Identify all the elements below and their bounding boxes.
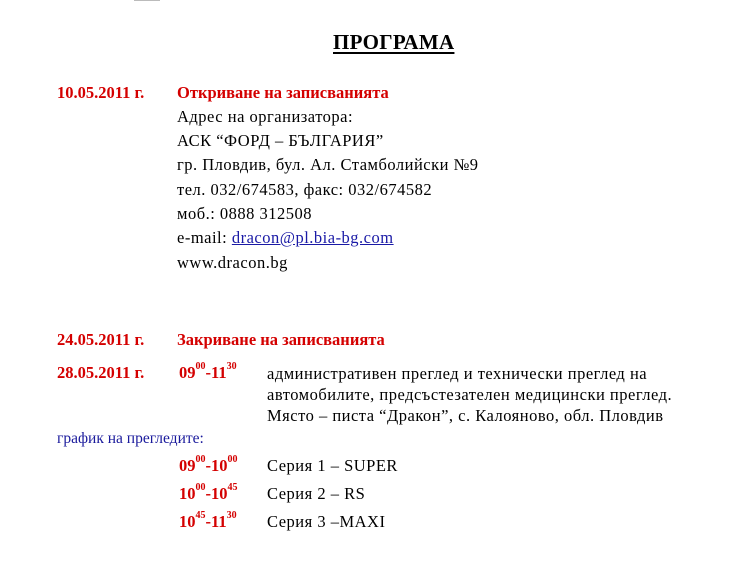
schedule-row-2-series: Серия 2 – RS xyxy=(267,484,366,503)
organizer-mobile: моб.: 0888 312508 xyxy=(177,204,313,223)
row2-end: 10 xyxy=(211,484,228,503)
entry3-date: 28.05.2011 г. xyxy=(57,363,145,382)
row2-start: 10 xyxy=(179,484,196,503)
schedule-row-3-series: Серия 3 –MAXI xyxy=(267,512,386,531)
row1-start-sup: 00 xyxy=(195,453,206,465)
time-end-sup: 30 xyxy=(226,360,237,372)
email-link[interactable]: dracon@pl.bia-bg.com xyxy=(231,228,394,247)
row2-end-sup: 45 xyxy=(227,481,238,493)
row1-end: 10 xyxy=(211,456,228,475)
row1-start: 09 xyxy=(179,456,196,475)
organizer-address: гр. Пловдив, бул. Ал. Стамболийски №9 xyxy=(177,155,479,174)
top-edge-mark xyxy=(134,0,160,1)
organizer-phones: тел. 032/674583, факс: 032/674582 xyxy=(177,180,433,199)
time-start: 09 xyxy=(179,363,196,382)
row1-end-sup: 00 xyxy=(227,453,238,465)
entry3-line-2: автомобилите, предсъстезателен медицински преглед. xyxy=(267,385,673,404)
entry3-line-1: административен преглед и технически преглед на xyxy=(267,364,648,383)
page-title: ПРОГРАМА xyxy=(333,30,455,54)
schedule-label: график на прегледите: xyxy=(57,430,204,447)
entry3-time: $09^{00}-11^{30}$ xyxy=(179,360,237,382)
organizer-name: АСК “ФОРД – БЪЛГАРИЯ” xyxy=(177,131,384,150)
entry2-heading: Закриване на записванията xyxy=(177,330,385,349)
time-end: 11 xyxy=(211,363,227,382)
time-start-sup: 00 xyxy=(195,360,206,372)
row3-end-sup: 30 xyxy=(226,509,237,521)
row3-start: 10 xyxy=(179,512,196,531)
schedule-row-2-time: $10^{00}-10^{45}$ xyxy=(179,481,238,503)
schedule-row-1-time: $09^{00}-10^{00}$ xyxy=(179,453,238,475)
organizer-label: Адрес на организатора: xyxy=(177,107,354,126)
schedule-row-1-series: Серия 1 – SUPER xyxy=(267,456,398,475)
organizer-website: www.dracon.bg xyxy=(177,253,288,272)
organizer-email-row xyxy=(177,228,394,248)
entry1-heading: Откриване на записванията xyxy=(177,83,389,102)
row3-start-sup: 45 xyxy=(195,509,206,521)
entry3-line-3: Място – писта “Дракон”, с. Калояново, обл. Пловдив xyxy=(267,406,664,425)
row2-start-sup: 00 xyxy=(195,481,206,493)
schedule-row-3-time: $10^{45}-11^{30}$ xyxy=(179,509,237,531)
entry2-date: 24.05.2011 г. xyxy=(57,330,145,349)
email-label: e-mail: xyxy=(177,228,232,247)
row3-end: 11 xyxy=(211,512,227,531)
entry1-date: 10.05.2011 г. xyxy=(57,83,145,102)
